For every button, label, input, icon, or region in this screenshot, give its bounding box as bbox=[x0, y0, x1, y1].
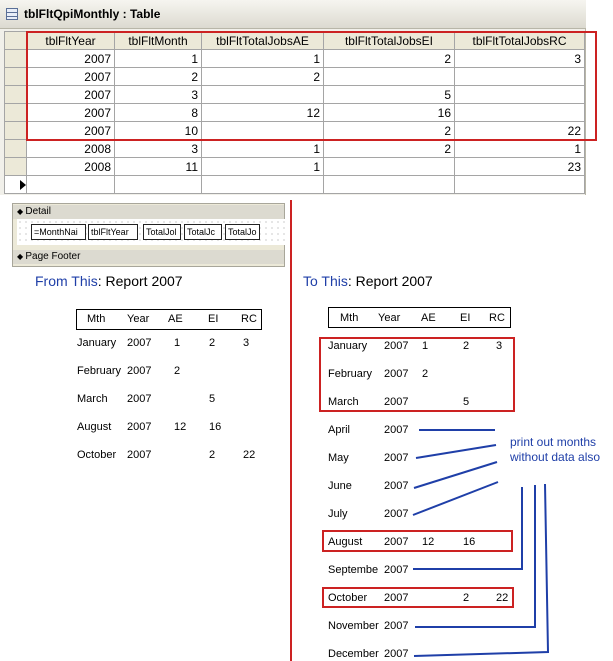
column-header[interactable]: tblFltTotalJobsRC bbox=[455, 32, 585, 50]
from-report-cell: October bbox=[77, 449, 117, 461]
table-cell[interactable]: 3 bbox=[115, 86, 202, 104]
to-report-cell: 3 bbox=[496, 340, 503, 352]
from-column-header: AE bbox=[168, 313, 183, 325]
from-report-cell: 2007 bbox=[127, 337, 152, 349]
to-report-cell: 2007 bbox=[384, 620, 409, 632]
table-cell[interactable]: 12 bbox=[202, 104, 324, 122]
to-report-cell: 2007 bbox=[384, 564, 409, 576]
table-cell[interactable]: 1 bbox=[455, 140, 585, 158]
to-report-cell: 2007 bbox=[384, 340, 409, 352]
from-column-header: Mth bbox=[87, 313, 106, 325]
to-report-cell: 22 bbox=[496, 592, 509, 604]
from-report-cell: February bbox=[77, 365, 122, 377]
to-report-cell: 2007 bbox=[384, 592, 409, 604]
page-footer-label: Page Footer bbox=[25, 251, 81, 262]
detail-band-label: Detail bbox=[25, 206, 51, 217]
rc-control[interactable]: TotalJo bbox=[225, 224, 260, 240]
to-report-cell: 2 bbox=[463, 592, 470, 604]
from-report-cell: 16 bbox=[209, 421, 222, 433]
from-report-cell: 1 bbox=[174, 337, 181, 349]
to-report-cell: 5 bbox=[463, 396, 470, 408]
to-column-header: Year bbox=[378, 312, 401, 324]
from-report-cell: 12 bbox=[174, 421, 187, 433]
from-report-cell: 2007 bbox=[127, 449, 152, 461]
to-report-cell: 2007 bbox=[384, 396, 409, 408]
pointer-line-september bbox=[413, 487, 522, 569]
table-cell[interactable]: 2008 bbox=[27, 140, 115, 158]
table-cell[interactable]: 2007 bbox=[27, 68, 115, 86]
annotation-line-1: print out months bbox=[510, 435, 597, 449]
table-cell[interactable]: 2007 bbox=[27, 86, 115, 104]
table-cell[interactable]: 16 bbox=[324, 104, 455, 122]
pointer-line-june bbox=[414, 462, 497, 488]
table-cell[interactable]: 11 bbox=[115, 158, 202, 176]
to-title: : Report 2007 bbox=[347, 273, 433, 289]
table-cell[interactable]: 1 bbox=[202, 158, 324, 176]
column-header[interactable]: tblFltYear bbox=[27, 32, 115, 50]
from-column-header: RC bbox=[241, 313, 257, 325]
from-report-cell: 2007 bbox=[127, 421, 152, 433]
from-prefix: From This bbox=[35, 273, 98, 289]
table-cell[interactable]: 10 bbox=[115, 122, 202, 140]
table-cell[interactable]: 3 bbox=[115, 140, 202, 158]
table-cell[interactable]: 2 bbox=[115, 68, 202, 86]
table-cell[interactable]: 2 bbox=[324, 50, 455, 68]
column-header[interactable]: tblFltTotalJobsEI bbox=[324, 32, 455, 50]
table-cell[interactable]: 2007 bbox=[27, 50, 115, 68]
table-cell[interactable]: 2007 bbox=[27, 104, 115, 122]
to-report-cell: 2 bbox=[422, 368, 429, 380]
pointer-line-may bbox=[416, 445, 496, 458]
from-report-cell: 2 bbox=[209, 337, 216, 349]
from-report-cell: January bbox=[77, 337, 117, 349]
to-report-cell: August bbox=[328, 536, 363, 548]
to-report-cell: June bbox=[328, 480, 352, 492]
to-report-cell: 2007 bbox=[384, 452, 409, 464]
to-report-cell: 2007 bbox=[384, 508, 409, 520]
to-report-cell: December bbox=[328, 648, 379, 660]
from-report-cell: March bbox=[77, 393, 108, 405]
to-report-cell: 16 bbox=[463, 536, 476, 548]
table-cell[interactable]: 2 bbox=[324, 140, 455, 158]
table-cell[interactable]: 1 bbox=[202, 50, 324, 68]
to-report-cell: October bbox=[328, 592, 368, 604]
to-column-header: RC bbox=[489, 312, 505, 324]
table-cell[interactable]: 5 bbox=[324, 86, 455, 104]
to-report-cell: 2007 bbox=[384, 424, 409, 436]
table-cell[interactable]: 1 bbox=[115, 50, 202, 68]
column-header[interactable]: tblFltMonth bbox=[115, 32, 202, 50]
from-report-cell: 2007 bbox=[127, 393, 152, 405]
table-cell[interactable]: 2008 bbox=[27, 158, 115, 176]
to-report-cell: 2007 bbox=[384, 480, 409, 492]
table-cell[interactable]: 23 bbox=[455, 158, 585, 176]
table-cell[interactable]: 3 bbox=[455, 50, 585, 68]
to-column-header: EI bbox=[460, 312, 471, 324]
to-report-cell: 12 bbox=[422, 536, 435, 548]
ei-control[interactable]: TotalJc bbox=[184, 224, 222, 240]
ae-control[interactable]: TotalJol bbox=[143, 224, 181, 240]
annotation-line-2: without data also bbox=[510, 450, 601, 464]
to-report-cell: 2007 bbox=[384, 368, 409, 380]
table-cell[interactable]: 2 bbox=[324, 122, 455, 140]
to-report-cell: 1 bbox=[422, 340, 429, 352]
year-control[interactable]: tblFltYear bbox=[88, 224, 138, 240]
from-column-header: EI bbox=[208, 313, 219, 325]
from-title: : Report 2007 bbox=[97, 273, 183, 289]
month-name-control[interactable]: =MonthNai bbox=[31, 224, 86, 240]
to-report-cell: November bbox=[328, 620, 379, 632]
table-cell[interactable]: 1 bbox=[202, 140, 324, 158]
annotation-note bbox=[510, 435, 600, 465]
to-column-header: AE bbox=[421, 312, 436, 324]
from-report-cell: 3 bbox=[243, 337, 250, 349]
to-report-cell: 2007 bbox=[384, 536, 409, 548]
window-title: tblFltQpiMonthly : Table bbox=[24, 7, 161, 21]
to-report-cell: Septembe bbox=[328, 564, 379, 576]
from-report-cell: 2 bbox=[209, 449, 216, 461]
to-report-cell: March bbox=[328, 396, 359, 408]
table-cell[interactable]: 2 bbox=[202, 68, 324, 86]
table-cell[interactable]: 22 bbox=[455, 122, 585, 140]
table-cell[interactable]: 2007 bbox=[27, 122, 115, 140]
to-report-cell: 2 bbox=[463, 340, 470, 352]
to-report-cell: February bbox=[328, 368, 373, 380]
table-cell[interactable]: 8 bbox=[115, 104, 202, 122]
pointer-line-july bbox=[413, 482, 498, 515]
from-column-header: Year bbox=[127, 313, 150, 325]
from-report-cell: 5 bbox=[209, 393, 216, 405]
to-report-cell: July bbox=[328, 508, 348, 520]
to-report-cell: May bbox=[328, 452, 349, 464]
column-header[interactable]: tblFltTotalJobsAE bbox=[202, 32, 324, 50]
to-prefix: To This bbox=[303, 273, 348, 289]
to-report-cell: April bbox=[328, 424, 351, 436]
to-column-header: Mth bbox=[340, 312, 359, 324]
to-report-cell: January bbox=[328, 340, 368, 352]
from-report-cell: 2007 bbox=[127, 365, 152, 377]
from-report-cell: 2 bbox=[174, 365, 181, 377]
from-report-cell: 22 bbox=[243, 449, 256, 461]
to-report-cell: 2007 bbox=[384, 648, 409, 660]
from-report-cell: August bbox=[77, 421, 112, 433]
